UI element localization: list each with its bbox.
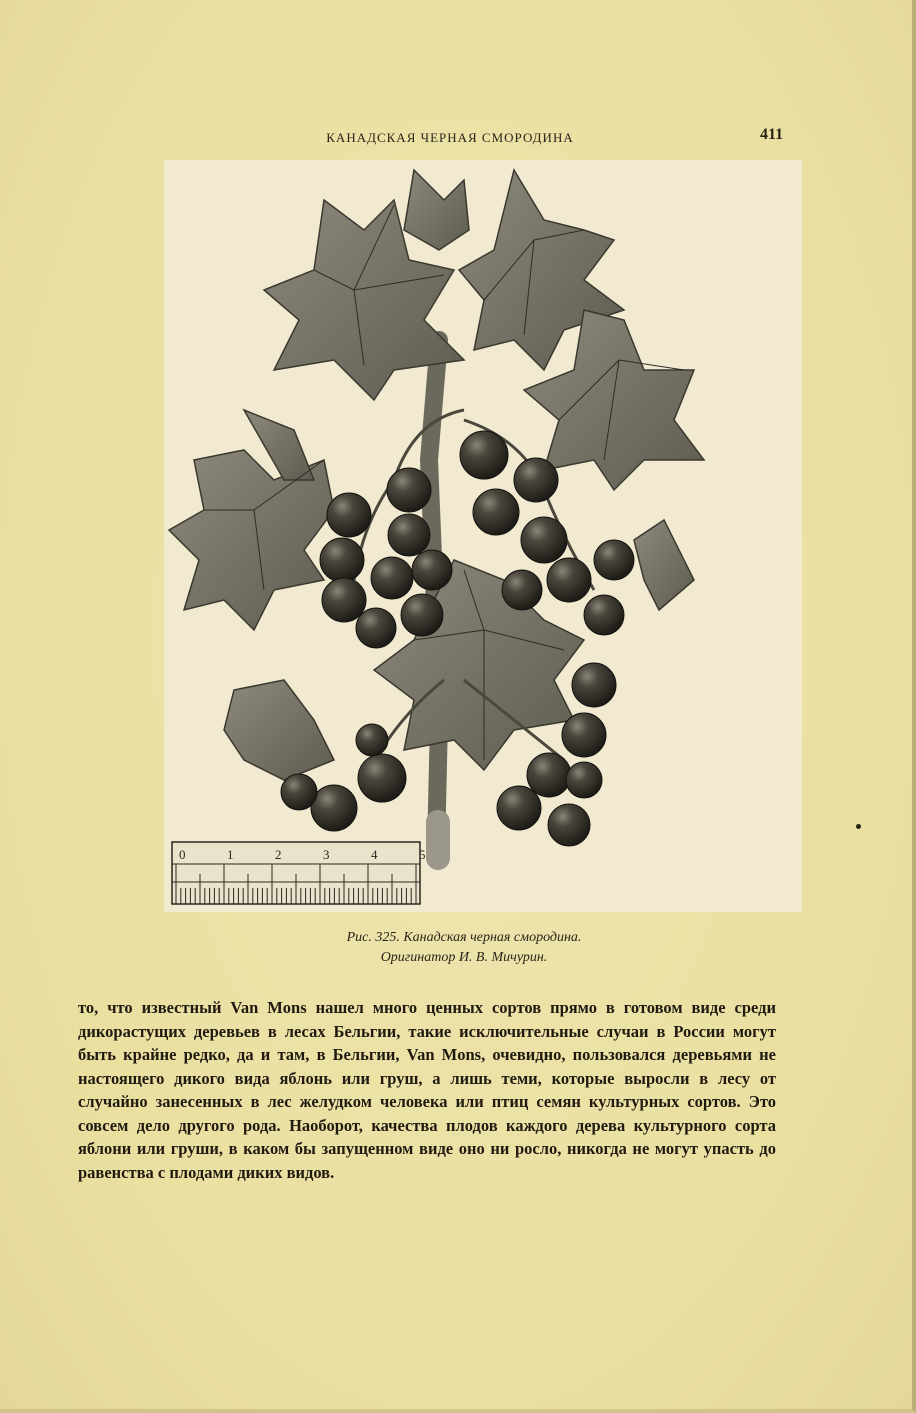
currant-illustration — [164, 160, 802, 912]
measuring-ruler — [172, 842, 426, 904]
ruler-label: 2 — [275, 847, 282, 862]
caption-line-1: Рис. 325. Канадская черная смородина. — [346, 930, 582, 945]
page-number: 411 — [760, 126, 784, 143]
currant-drawing — [164, 160, 802, 912]
figure-caption — [164, 928, 764, 968]
caption-line-2: Оригинатор И. В. Мичурин. — [380, 950, 548, 965]
ruler-label: 0 — [179, 847, 186, 862]
running-head: КАНАДСКАЯ ЧЕРНАЯ СМОРОДИНА — [326, 130, 574, 145]
ink-speck — [856, 824, 861, 829]
ruler-label: 3 — [323, 847, 330, 862]
ruler-label: 5 — [419, 847, 426, 862]
ruler-label: 4 — [371, 847, 378, 862]
ruler-label: 1 — [227, 847, 234, 862]
body-paragraph: то, что известный Van Mons нашел много ценных сортов прямо в готовом виде среди дикорастущих деревьев в лесах Бельгии, такие исключительные случаи в России могут быть крайне редко, да и там, в Бельгии, Van Mons, очевидно, пользовался деревьями не настоящего дикого вида яблонь или груш, а лишь теми, которые выросли в лесу от случайно занесенных в лес желудком человека или птиц семян культурных сортов. Это совсем дело другого рода. Наоборот, качества плодов каждого дерева культурного сорта яблони или груши, в каком бы запущенном виде оно ни росло, никогда не могут упасть до равенства с плодами диких видов. — [78, 998, 776, 1182]
stem-cut — [426, 810, 450, 870]
